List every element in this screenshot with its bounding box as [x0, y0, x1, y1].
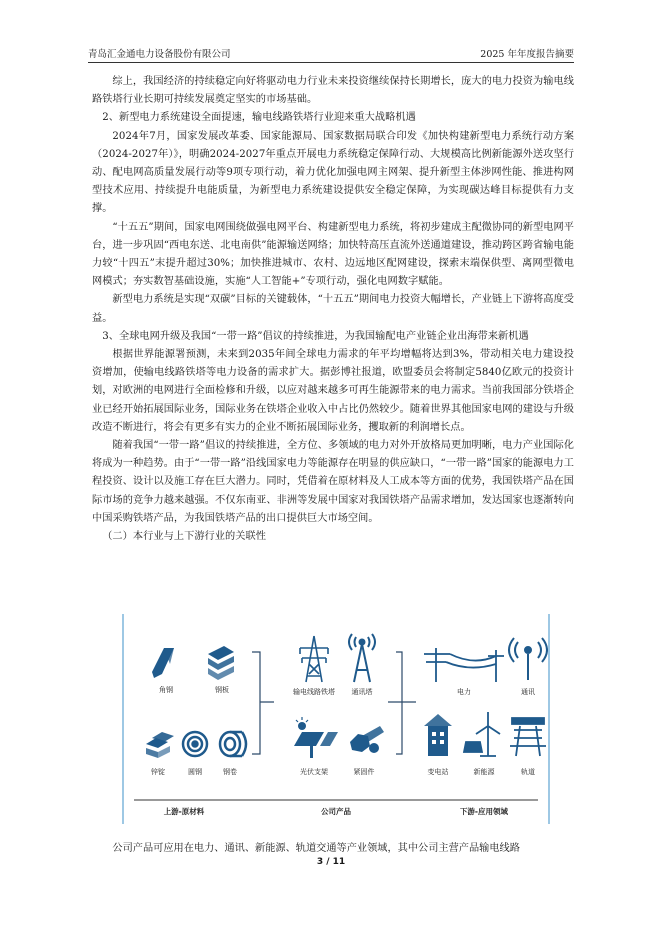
- item-label: 钢卷: [223, 768, 237, 776]
- paragraph: 公司产品可应用在电力、通讯、新能源、轨道交通等产业领域，其中公司主营产品输电线路: [112, 843, 520, 854]
- section-heading: （二）本行业与上下游行业的关联性: [102, 531, 266, 543]
- company-name: 青岛汇金通电力设备股份有限公司: [88, 49, 231, 60]
- round-steel-icon: [183, 732, 207, 756]
- fastener-icon: [350, 726, 384, 753]
- wind-turbine-icon: [464, 712, 500, 756]
- item-label: 锌锭: [151, 768, 165, 776]
- paragraph: 随着我国“一带一路”倡议的持续推进，全方位、多领域的电力对外开放格局更加明晰，电力产业国际化将成为一种趋势。由于“一带一路”沿线国家电力等能源存在明显的供应缺口，“一带一路”国家的能源电力工程投资、设计以及施工存在巨大潜力。同时，凭借着在原材料及人工成本等方面的优势，我国铁塔产品在国际市场的竞争力越来越强。不仅东南亚、非洲等发展中国家对我国铁塔产品需求增加，发达国家也逐渐转向中国采购铁塔产品，为我国铁塔产品的出口提供巨大市场空间。: [92, 440, 574, 524]
- page-number-value: 3 / 11: [316, 857, 346, 867]
- item-label: 光伏支架: [300, 768, 328, 776]
- item-label: 变电站: [427, 768, 449, 776]
- paragraph: “十五五”期间，国家电网围绕做强电网平台、构建新型电力系统，将初步建成主配微协同的新型电网平台，进一步巩固“西电东送、北电南供”能源输送网络；加快特高压直流外送通道建设，推动跨区跨省输电能力较“十四五”末提升超过30%；加快推进城市、农村、边远地区配网建设，探索末端保供型、离网型微电网模式；夯实数智基础设施，实施“人工智能+”专项行动，强化电网数字赋能。: [92, 221, 574, 288]
- power-line-icon: [424, 648, 504, 682]
- section-heading: 3、全球电网升级及我国“一带一路”倡议的持续推进，为我国输配电产业链企业出海带来新机遇: [102, 330, 529, 342]
- products-caption: 公司产品: [321, 807, 351, 816]
- transmission-tower-icon: [300, 636, 328, 682]
- wireless-signal-icon: [509, 638, 547, 680]
- item-label: 通讯塔: [351, 688, 373, 696]
- zinc-ingot-icon: [146, 732, 174, 758]
- upstream-caption: 上游-原材料: [163, 807, 205, 816]
- item-label: 通讯: [521, 688, 535, 696]
- section-heading: 2、新型电力系统建设全面提速，输电线路铁塔行业迎来重大战略机遇: [102, 112, 416, 124]
- item-label: 输电线路铁塔: [293, 688, 335, 696]
- angle-steel-icon: [152, 648, 174, 678]
- page-number: [0, 857, 662, 867]
- paragraph: 根据世界能源署预测，未来到2035年间全球电力需求的年平均增幅将达到3%，带动相关电力建设投资增加，使输电线路铁塔等电力设备的需求扩大。据彭博社报道，欧盟委员会将制定5840亿欧元的投资计划，对欧洲的电网进行全面检修和升级，以应对越来越多可再生能源带来的电力需求。当前我国部分铁塔企业已经开始拓展国际业务，国际业务在铁塔企业收入中占比仍然较少。随着世界其他国家电网的建设与升级改造不断进行，将会有更多有实力的企业不断拓展国际业务，攫取新的利润增长点。: [92, 349, 574, 433]
- item-label: 角钢: [159, 686, 173, 694]
- item-label: 钢板: [215, 686, 229, 694]
- page-header: [88, 44, 574, 63]
- item-label: 电力: [457, 688, 471, 696]
- industry-chain-figure: [122, 614, 550, 824]
- paragraph: 综上，我国经济的持续稳定向好将驱动电力行业未来投资继续保持长期增长，庞大的电力投资为输电线路铁塔行业长期可持续发展奠定坚实的市场基础。: [92, 76, 574, 106]
- industry-chain-diagram: [124, 614, 548, 824]
- railway-icon: [510, 718, 546, 756]
- report-title: 2025 年年度报告摘要: [480, 49, 574, 60]
- item-label: 圆钢: [188, 768, 202, 776]
- steel-coil-icon: [220, 732, 246, 756]
- paragraph: 2024年7月，国家发展改革委、国家能源局、国家数据局联合印发《加快构建新型电力系统行动方案（2024-2027年）》，明确2024-2027年重点开展电力系统稳定保障行动、大规模高比例新能源外送攻坚行动、配电网高质量发展行动等9项专项行动，着力优化加强电网主网架、提升新型主体涉网性能、推进构网型技术应用、持续提升电能质量，为新型电力系统建设提供安全稳定保障，为实现碳达峰目标提供有力支撑。: [92, 130, 574, 215]
- report-body: [92, 73, 574, 546]
- pv-bracket-icon: [294, 717, 338, 758]
- item-label: 轨道: [521, 768, 535, 776]
- steel-plate-icon: [208, 646, 234, 680]
- downstream-caption: 下游-应用领域: [459, 807, 509, 816]
- substation-icon: [424, 714, 452, 756]
- item-label: 紧固件: [353, 768, 375, 776]
- communication-tower-icon: [349, 634, 375, 682]
- item-label: 新能源: [473, 768, 495, 776]
- paragraph: 新型电力系统是实现“双碳”目标的关键载体，“十五五”期间电力投资大幅增长，产业链上下游将高度受益。: [92, 294, 574, 324]
- figure-captions: [134, 800, 538, 816]
